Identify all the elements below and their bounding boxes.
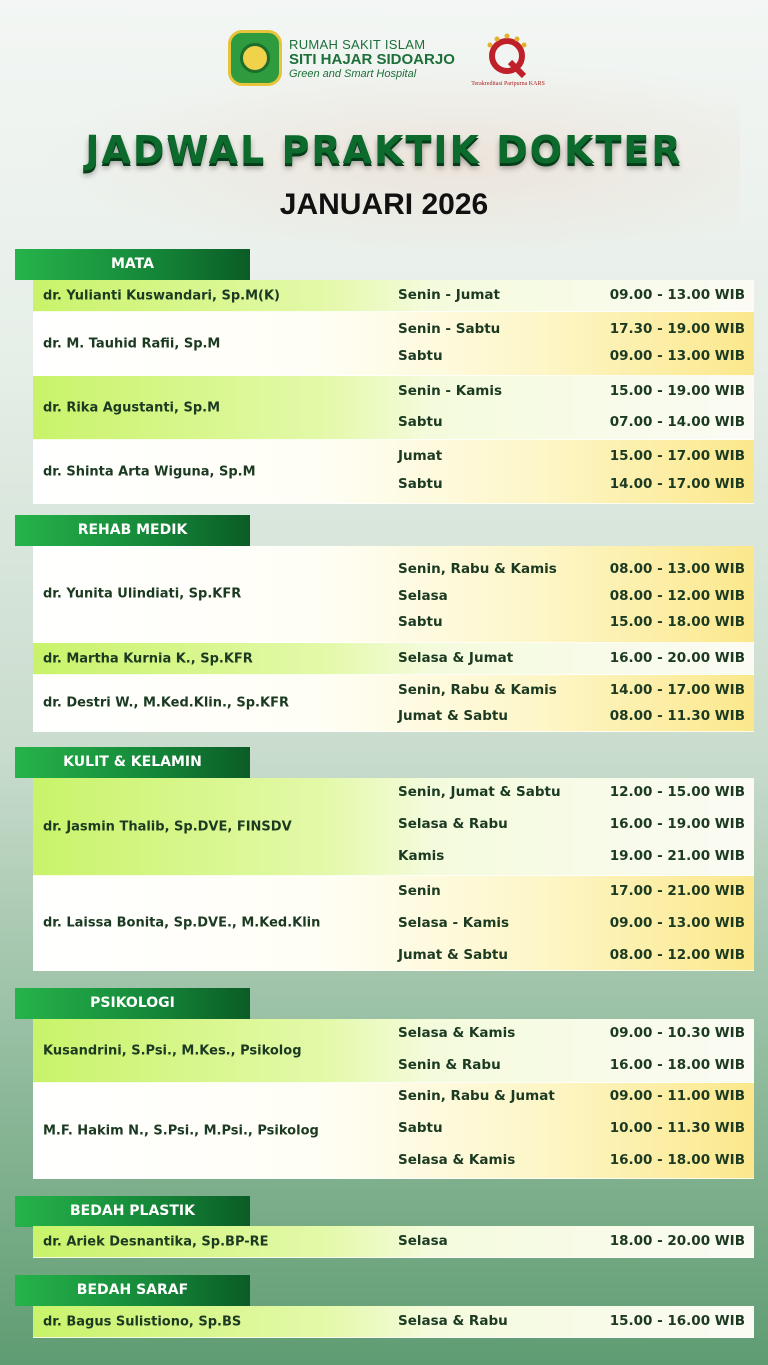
practice-time: 12.00 - 15.00 WIB [609,784,745,800]
schedule-slot [33,816,754,834]
doctor-name: dr. Ariek Desnantika, Sp.BP-RE [43,1234,269,1249]
schedule-slot [33,287,754,305]
section-header: MATA [15,249,250,280]
practice-day: Sabtu [398,614,443,630]
practice-day: Jumat [398,448,443,464]
practice-day: Selasa & Kamis [398,1152,516,1168]
practice-day: Senin - Kamis [398,383,503,399]
doctor-row [33,1083,754,1179]
doctor-name: dr. Laissa Bonita, Sp.DVE., M.Ked.Klin [43,915,321,931]
accreditation-text: Terakreditasi Paripurna KARS [471,81,545,87]
doctor-name: dr. Yulianti Kuswandari, Sp.M(K) [43,288,280,303]
doctor-row [33,778,754,876]
schedule-slot [33,1313,754,1331]
doctor-name: dr. Martha Kurnia K., Sp.KFR [43,651,253,666]
practice-time: 15.00 - 18.00 WIB [609,614,745,630]
schedule-slot [33,561,754,579]
practice-time: 18.00 - 20.00 WIB [609,1233,745,1249]
schedule-slot [33,708,754,726]
doctor-name: dr. M. Tauhid Rafii, Sp.M [43,336,221,351]
practice-day: Selasa & Rabu [398,816,508,832]
practice-time: 16.00 - 20.00 WIB [609,650,745,666]
section-header: BEDAH PLASTIK [15,1196,250,1227]
schedule-slot [33,1088,754,1106]
schedule-slot [33,1057,754,1075]
practice-day: Selasa [398,588,448,604]
schedule-slot [33,650,754,668]
practice-time: 09.00 - 10.30 WIB [609,1025,745,1041]
practice-time: 15.00 - 19.00 WIB [609,383,745,399]
schedule-slot [33,848,754,866]
schedule-slot [33,947,754,965]
practice-time: 14.00 - 17.00 WIB [609,682,745,698]
section-header: PSIKOLOGI [15,988,250,1019]
doctor-name: M.F. Hakim N., S.Psi., M.Psi., Psikolog [43,1123,319,1138]
schedule-slot [33,1233,754,1251]
schedule-slot [33,883,754,901]
doctor-row [33,1226,754,1258]
practice-time: 07.00 - 14.00 WIB [609,414,745,430]
hospital-tagline: Green and Smart Hospital [289,68,417,80]
schedule-slot [33,476,754,494]
practice-day: Jumat & Sabtu [398,708,508,724]
practice-day: Senin - Sabtu [398,321,501,337]
schedule-slot [33,784,754,802]
page-title: JADWAL PRAKTIK DOKTER [85,128,683,172]
practice-day: Selasa & Jumat [398,650,514,666]
doctor-name: dr. Yunita Ulindiati, Sp.KFR [43,586,242,602]
practice-time: 15.00 - 17.00 WIB [609,448,745,464]
schedule-slot [33,614,754,632]
practice-day: Senin, Rabu & Kamis [398,561,557,577]
section-header: BEDAH SARAF [15,1275,250,1306]
doctor-row [33,440,754,504]
practice-day: Jumat & Sabtu [398,947,508,963]
practice-day: Senin [398,883,441,899]
schedule-slot [33,414,754,432]
doctor-row [33,376,754,440]
practice-time: 09.00 - 11.00 WIB [609,1088,745,1104]
practice-time: 14.00 - 17.00 WIB [609,476,745,492]
practice-day: Senin & Rabu [398,1057,501,1073]
practice-time: 09.00 - 13.00 WIB [609,287,745,303]
doctor-name: dr. Jasmin Thalib, Sp.DVE, FINSDV [43,819,292,834]
schedule-slot [33,321,754,339]
page-subtitle: JANUARI 2026 [279,188,489,221]
doctor-row [33,546,754,643]
schedule-slot [33,383,754,401]
schedule-slot [33,348,754,366]
hospital-name-line1: RUMAH SAKIT ISLAM [289,37,426,52]
doctor-name: Kusandrini, S.Psi., M.Kes., Psikolog [43,1043,302,1058]
practice-time: 19.00 - 21.00 WIB [609,848,745,864]
practice-time: 09.00 - 13.00 WIB [609,348,745,364]
doctor-row [33,1306,754,1338]
schedule-slot [33,915,754,933]
practice-day: Sabtu [398,348,443,364]
section-header: REHAB MEDIK [15,515,250,546]
practice-day: Senin, Jumat & Sabtu [398,784,561,800]
schedule-slot [33,1120,754,1138]
practice-day: Selasa & Kamis [398,1025,516,1041]
practice-time: 08.00 - 11.30 WIB [609,708,745,724]
doctor-name: dr. Destri W., M.Ked.Klin., Sp.KFR [43,695,289,711]
schedule-slot [33,1152,754,1170]
doctor-name: dr. Rika Agustanti, Sp.M [43,400,221,415]
kars-accreditation-logo [484,30,530,78]
schedule-slot [33,448,754,466]
doctor-name: dr. Bagus Sulistiono, Sp.BS [43,1314,242,1329]
practice-time: 08.00 - 12.00 WIB [609,947,745,963]
doctor-name: dr. Shinta Arta Wiguna, Sp.M [43,464,256,479]
practice-day: Selasa [398,1233,448,1249]
doctor-row [33,1019,754,1083]
doctor-row [33,675,754,732]
practice-time: 16.00 - 18.00 WIB [609,1057,745,1073]
practice-time: 17.00 - 21.00 WIB [609,883,745,899]
practice-day: Senin - Jumat [398,287,500,303]
practice-day: Selasa & Rabu [398,1313,508,1329]
doctor-row [33,643,754,675]
practice-time: 16.00 - 19.00 WIB [609,816,745,832]
hospital-logo [228,30,282,86]
header [0,0,768,240]
practice-time: 08.00 - 12.00 WIB [609,588,745,604]
section-header: KULIT & KELAMIN [15,747,250,778]
practice-day: Senin, Rabu & Jumat [398,1088,555,1104]
doctor-row [33,876,754,971]
practice-day: Senin, Rabu & Kamis [398,682,557,698]
practice-time: 16.00 - 18.00 WIB [609,1152,745,1168]
schedule-slot [33,682,754,700]
practice-time: 17.30 - 19.00 WIB [609,321,745,337]
practice-day: Sabtu [398,476,443,492]
practice-time: 08.00 - 13.00 WIB [609,561,745,577]
practice-time: 15.00 - 16.00 WIB [609,1313,745,1329]
schedule-slot [33,588,754,606]
practice-day: Selasa - Kamis [398,915,510,931]
practice-day: Sabtu [398,414,443,430]
practice-time: 09.00 - 13.00 WIB [609,915,745,931]
practice-day: Sabtu [398,1120,443,1136]
hospital-name-line2: SITI HAJAR SIDOARJO [289,51,455,68]
practice-day: Kamis [398,848,445,864]
schedule-slot [33,1025,754,1043]
doctor-row [33,312,754,376]
doctor-row [33,280,754,312]
practice-time: 10.00 - 11.30 WIB [609,1120,745,1136]
